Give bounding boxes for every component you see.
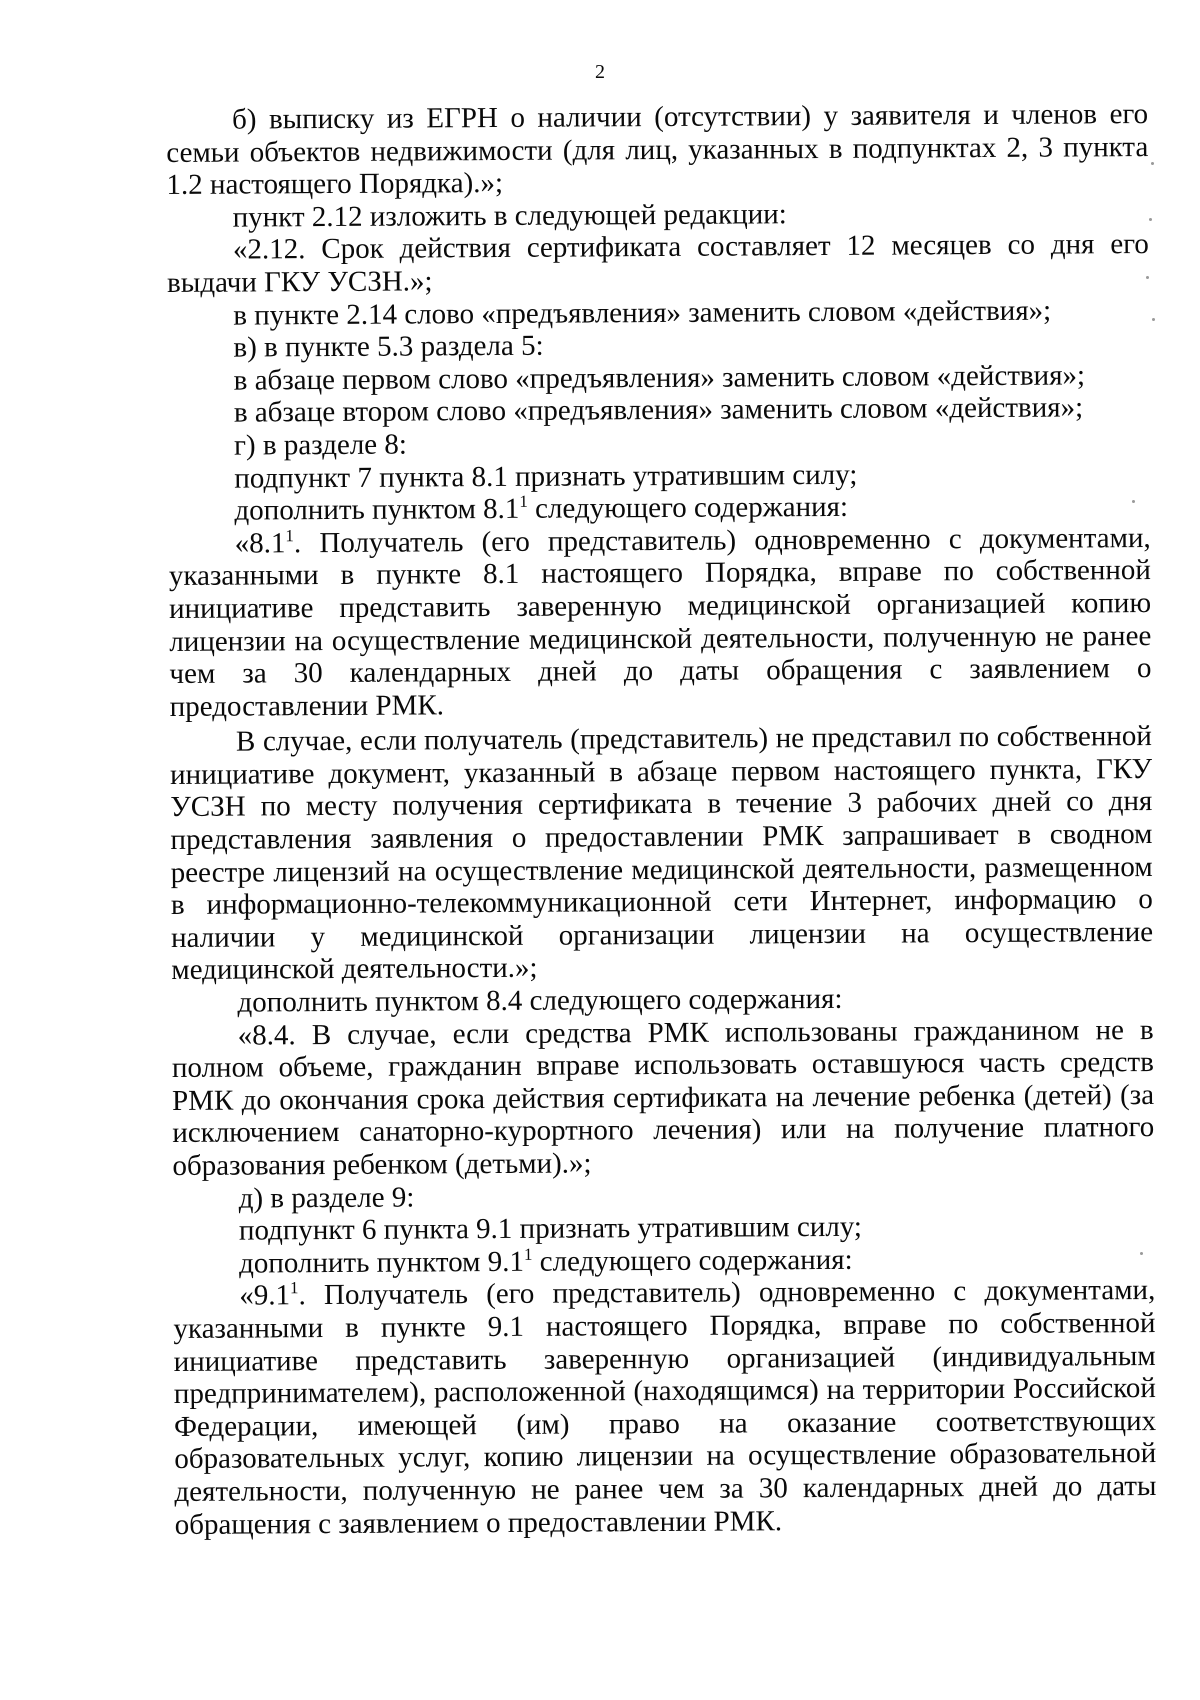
- superscript: 1: [519, 491, 528, 511]
- paragraph-text: пункт 2.12 изложить в следующей редакции:: [232, 197, 787, 234]
- paragraph-text: в абзаце первом слово «предъявления» заменить словом «действия»;: [233, 359, 1086, 397]
- paragraph-text: «2.12. Срок действия сертификата составляет 12 месяцев со дня его выдачи ГКУ УСЗН.»;: [166, 228, 1149, 299]
- paragraph-text: в) в пункте 5.3 раздела 5:: [233, 329, 544, 364]
- paragraph-text: . Получатель (его представитель) одновременно с документами, указанными в пункте 8.1 настоящего Порядка, вправе по собственной инициативе представить заверенную медицинской организацией копию лицензии на осуществление медицинской деятельности, полученную не ранее чем за 30 календарных дней до даты обращения с заявлением о предоставлении РМК.: [168, 521, 1152, 723]
- paragraph-text: дополнить пунктом 9.1: [238, 1245, 525, 1280]
- paragraph-text: д) в разделе 9:: [238, 1181, 415, 1215]
- page-number: 2: [595, 61, 605, 83]
- scan-speck: [1140, 1252, 1143, 1255]
- paragraph: [168, 391, 1150, 430]
- paragraph-text: следующего содержания:: [532, 1243, 853, 1278]
- scan-speck: [1152, 318, 1155, 321]
- paragraph-text: дополнить пунктом 8.4 следующего содержания:: [237, 982, 843, 1019]
- paragraph-text: подпункт 7 пункта 8.1 признать утратившим силу;: [234, 458, 858, 495]
- paragraph-text: «8.4. В случае, если средства РМК использованы гражданином не в полном объеме, гражданин вправе использовать оставшуюся часть средств РМК до окончания срока действия сертификата на лечение ребенка (детей) (за исключением санаторно-курортного лечения) или на получение платного образования ребенком (детьми).»;: [171, 1013, 1155, 1182]
- paragraph-text: в абзаце втором слово «предъявления» заменить словом «действия»;: [233, 391, 1084, 429]
- paragraph: [173, 1274, 1157, 1541]
- paragraph-text: г) в разделе 8:: [233, 428, 408, 462]
- paragraph-text: «8.1: [234, 526, 286, 560]
- paragraph: [167, 228, 1149, 299]
- document-body: [166, 98, 1157, 1541]
- paragraph: [170, 720, 1154, 987]
- paragraph-text: б) выписку из ЕГРН о наличии (отсутствии) у заявителя и членов его семьи объектов недвижимости (для лиц, указанных в подпунктах 2, 3 пункта 1.2 настоящего Порядка).»;: [166, 98, 1149, 202]
- scan-speck: [1132, 500, 1135, 503]
- paragraph-text: в пункте 2.14 слово «предъявления» заменить словом «действия»;: [233, 294, 1052, 332]
- superscript: 1: [523, 1244, 533, 1264]
- superscript: 1: [285, 525, 294, 545]
- scan-speck: [1149, 218, 1152, 221]
- paragraph-text: подпункт 6 пункта 9.1 признать утратившим силу;: [238, 1210, 863, 1247]
- paragraph-text: «9.1: [239, 1279, 291, 1312]
- paragraph: [167, 294, 1149, 333]
- scan-speck: [1151, 162, 1154, 165]
- paragraph-text: . Получатель (его представитель) одновременно с документами, указанными в пункте 9.1 настоящего Порядка, вправе по собственной инициативе представить заверенную организацией (индивидуальным предпринимателем), расположенной (находящимся) на территории Российской Федерации, имеющей (им) право на оказание соответствующих образовательных услуг, копию лицензии на осуществление образовательной деятельности, полученную не ранее чем за 30 календарных дней до даты обращения с заявлением о предоставлении РМК.: [173, 1274, 1157, 1541]
- paragraph-text: следующего содержания:: [527, 490, 849, 525]
- paragraph-text: В случае, если получатель (представитель) не представил по собственной инициативе документ, указанный в абзаце первом настоящего пункта, ГКУ УСЗН по месту получения сертификата в течение 3 рабочих дней со дня представления заявления о предоставлении РМК запрашивает в сводном реестре лицензий на осуществление медицинской деятельности, размещенном в информационно-телекоммуникационной сети Интернет, информацию о наличии у медицинской организации лицензии на осуществление медицинской деятельности.»;: [170, 720, 1154, 987]
- paragraph-text: дополнить пунктом 8.1: [234, 492, 520, 527]
- superscript: 1: [289, 1278, 299, 1298]
- paragraph: [172, 1014, 1155, 1183]
- paragraph: [166, 98, 1149, 202]
- paragraph: [169, 522, 1152, 724]
- scan-speck: [1146, 276, 1149, 279]
